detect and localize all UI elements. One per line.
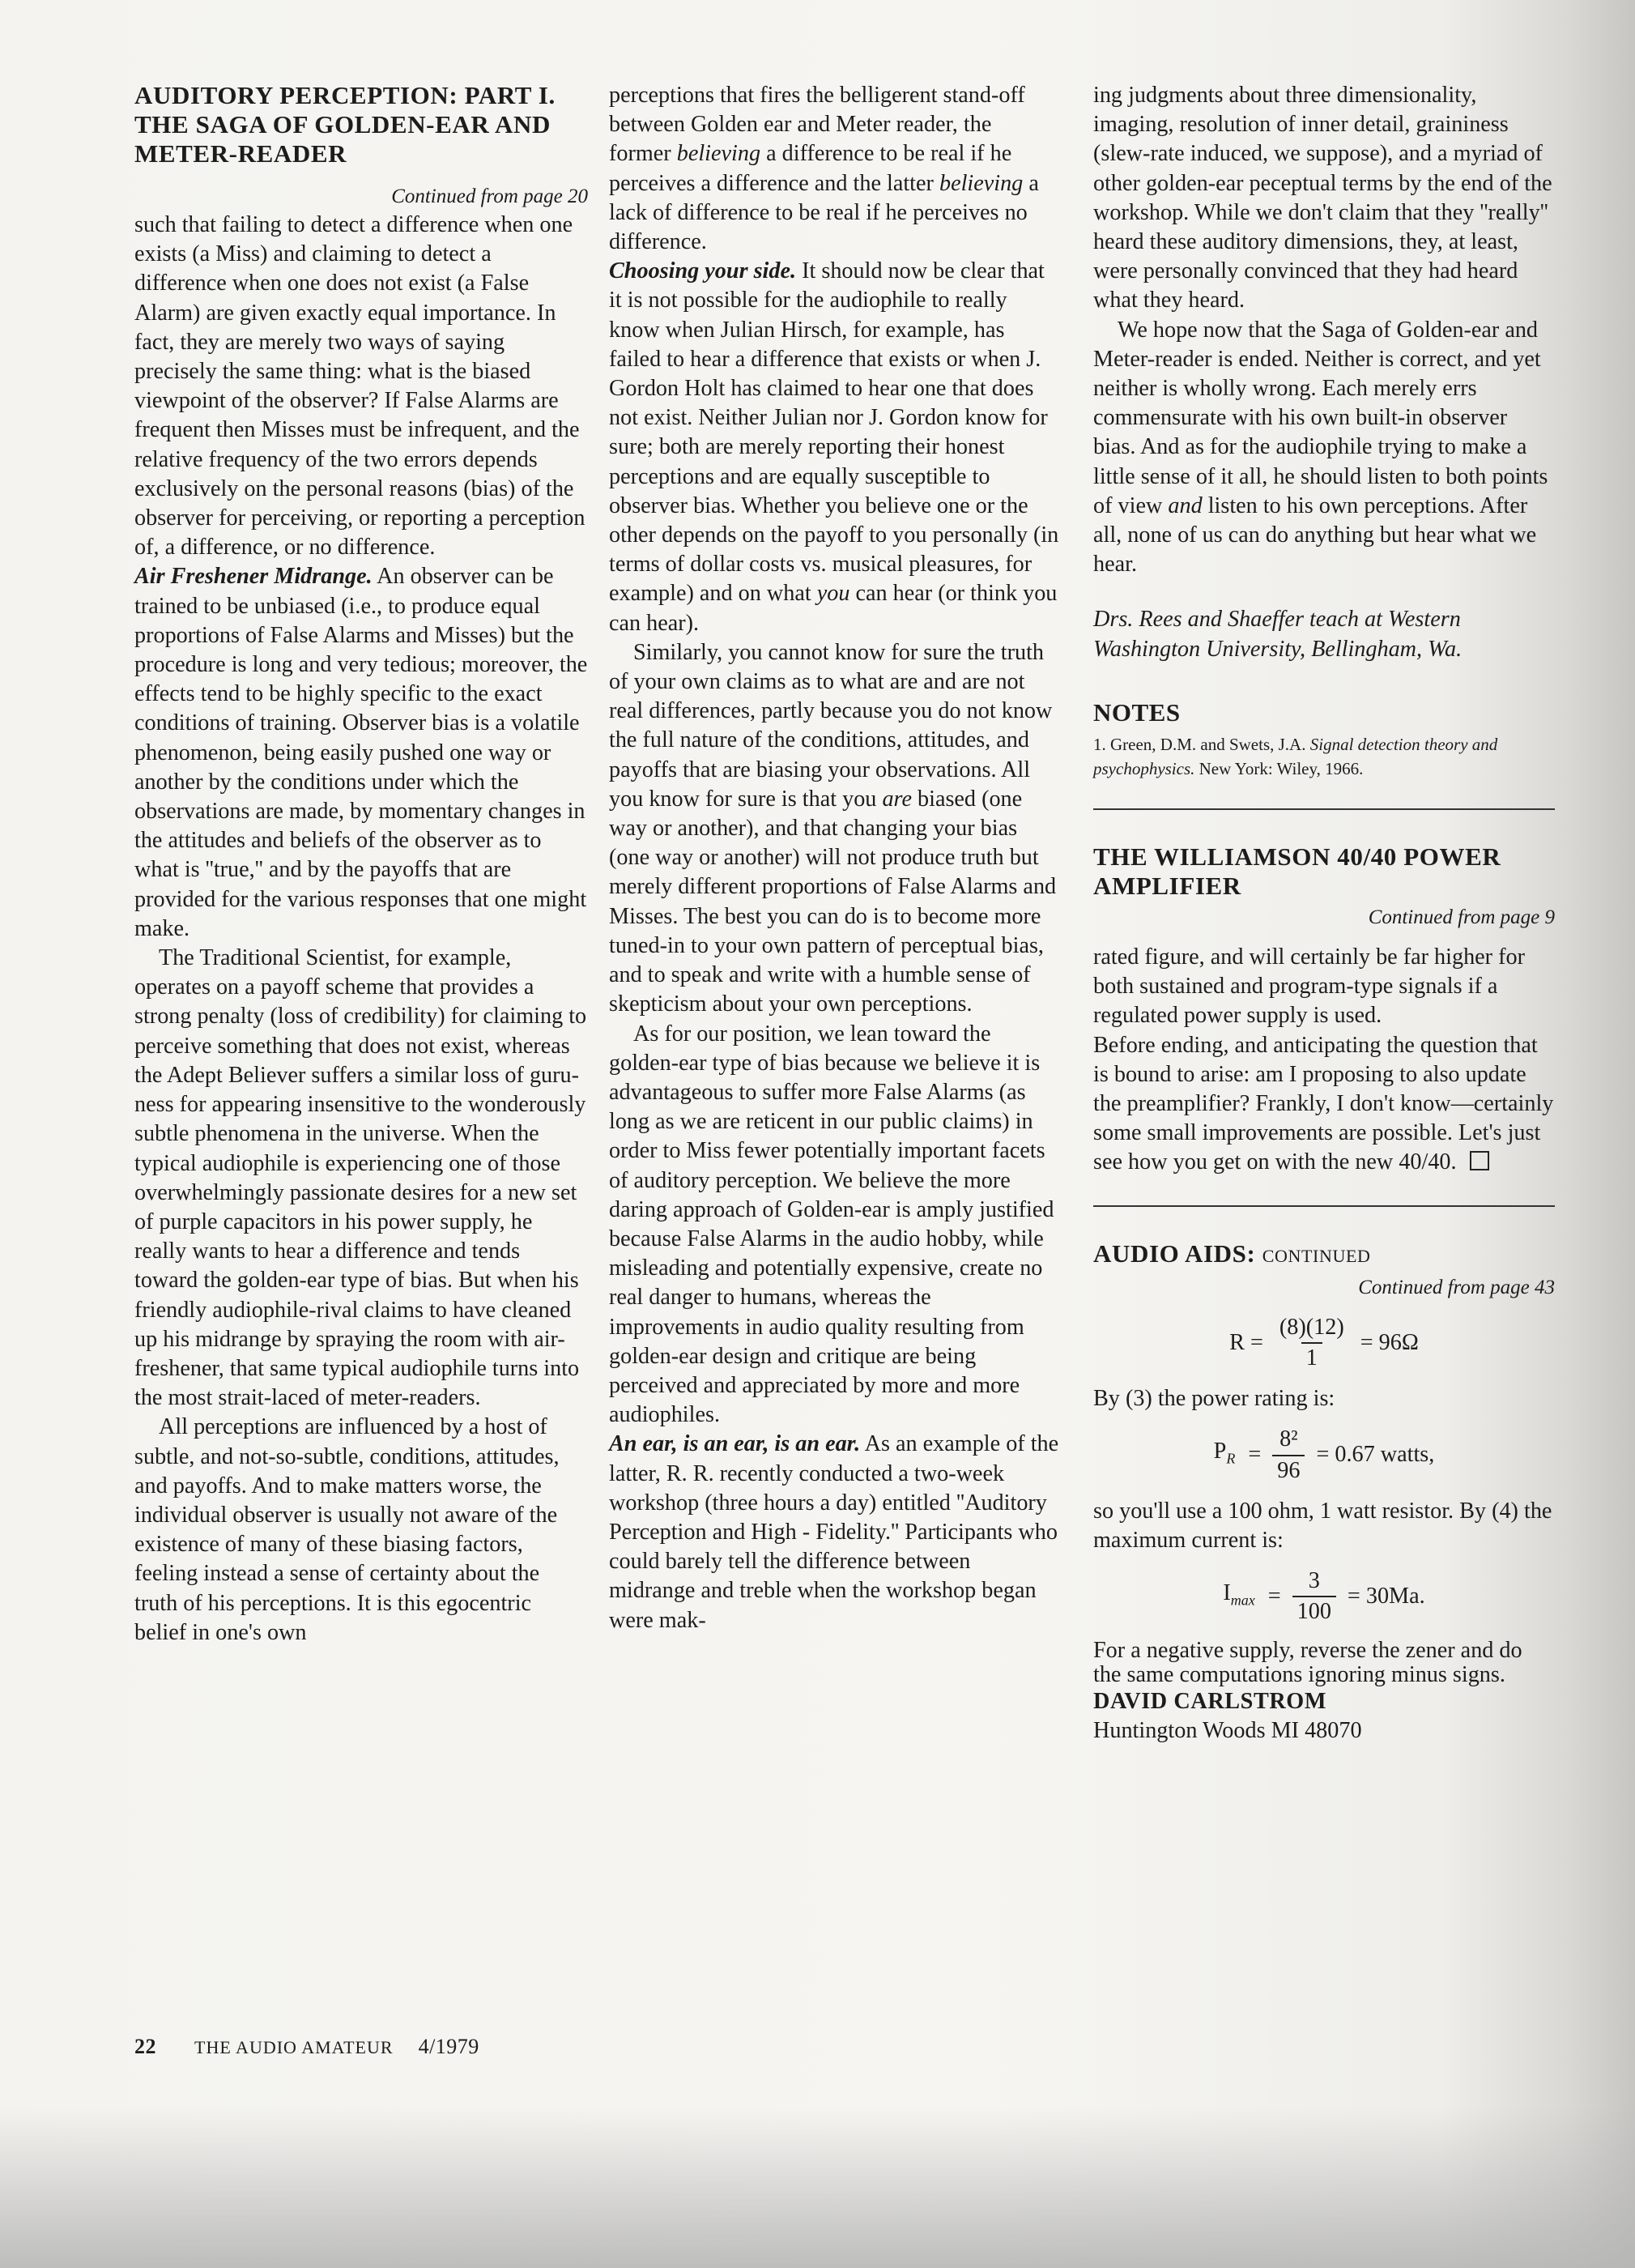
equation-lhs [1223,1579,1254,1615]
article-heading: THE WILLIAMSON 40/40 POWER AMPLIFIER [1093,842,1501,901]
continued-from-label: Continued from page 9 [1368,906,1555,929]
equation-lhs: R = [1229,1329,1263,1355]
emphasis: Signal detection theory and psychophysics. [1093,735,1498,779]
denominator: 1 [1301,1342,1322,1373]
heading-text: AUDIO AIDS: [1093,1238,1256,1268]
paragraph: rated figure, and will certainly be far higher for both sustained and program-type signals if a regulated power supply is used. [1093,944,1525,1029]
paragraph: For a negative supply, reverse the zener and do the same computations ignoring minus signs. [1093,1637,1522,1687]
numerator: 3 [1308,1568,1320,1594]
numerator: (8)(12) [1279,1314,1344,1340]
equals-sign: = [1248,1442,1262,1468]
section-divider [1093,808,1555,810]
paragraph: All perceptions are influenced by a host of subtle, and not-so-subtle, conditions, attitudes, and payoffs. And to make matters worse, the individual observer is usually not aware of the existence of many of these biasing factors, feeling instead a sense of certainty about the truth of his perceptions. It is this egocentric belief in one's own [134,1414,560,1645]
paragraph [1093,316,1555,580]
page-footer [134,2035,479,2059]
article-heading: AUDITORY PERCEPTION: PART I. THE SAGA OF GOLDEN-EAR AND METER-READER [134,81,556,168]
equation-rhs: = 0.67 watts, [1316,1442,1435,1468]
symbol: P [1213,1439,1227,1464]
footnote-text: 1. Green, D.M. and Swets, J.A. [1093,735,1310,755]
equals-sign: = [1267,1584,1281,1609]
paragraph-text: biased (one way or another), and that changing your bias (one way or another) will not produce truth but merely different proportions of False Alarms and Misses. The best you can do is to become more tuned-in to your own pattern of perceptual bias, and to speak and write with a humble sense of skepticism about your own perceptions. [609,786,1057,1017]
run-in-heading: An ear, is an ear, is an ear. [609,1431,861,1457]
paragraph-text: can hear (or think you can hear). [609,581,1058,636]
continued-from-label: Continued from page 43 [1358,1276,1555,1298]
paragraph-text: It should now be clear that it is not possible for the audiophile to really know when Julian Hirsch, for example, has failed to hear a difference that exists or when J. Gordon Holt has claimed to hear one that does not exist. Neither Julian nor J. Gordon know for sure; both are merely reporting their honest perceptions and are equally susceptible to observer bias. Whether you believe one or the other depends on the payoff to you personally (in terms of dollar costs vs. musical pleasures, for example) and on what [609,258,1059,607]
paragraph: As for our position, we lean toward the golden-ear type of bias because we believe it is advantageous to suffer more False Alarms (as long as we are reticent in our public claims) in order to Miss fewer potentially important facets of auditory perception. We believe the more daring approach of Golden-ear is amply justified because False Alarms in the audio hobby, while misleading and potentially expensive, create no real danger to humans, whereas the improvements in audio quality resulting from golden-ear design and critique are being perceived and appreciated by more and more audiophiles. [609,1021,1054,1428]
issue-date: 4/1979 [418,2035,479,2058]
fraction [1275,1313,1349,1373]
emphasis: believing [676,141,761,167]
paragraph-text: perceptions that fires the belligerent stand-off between Golden ear and Meter reader, the former [609,83,1025,167]
run-in-heading: Choosing your side. [609,258,797,284]
column-2 [609,81,1059,1635]
fraction [1272,1425,1305,1485]
subscript: max [1230,1592,1255,1609]
author-credit: Drs. Rees and Shaeffer teach at Western Washington University, Bellingham, Wa. [1093,607,1463,662]
paragraph-text: a lack of difference to be real if he perceives no difference. [609,170,1039,255]
paragraph-text: a difference to be real if he perceives a difference and the latter [609,141,1012,196]
page-number: 22 [134,2035,156,2058]
paragraph [609,257,1059,638]
emphasis: you [816,581,850,607]
paragraph [609,638,1059,1020]
column-1 [134,81,588,1648]
heading-subtext: CONTINUED [1262,1245,1371,1266]
paragraph-text: Before ending, and anticipating the question that is bound to arise: am I proposing to also update the preamplifier? Frankly, I don't know—certainly some small improvements are possible. Let's just see how you get on with the new 40/40. [1093,1032,1554,1175]
paragraph-text: We hope now that the Saga of Golden-ear and Meter-reader is ended. Neither is correct, and yet neither is wholly wrong. Each merely errs commensurate with his own built-in observer bias. And as for the audiophile trying to make a little sense of it all, he should listen to both points of view [1093,317,1548,518]
equation-current [1093,1567,1555,1626]
author-address: Huntington Woods MI 48070 [1093,1717,1362,1743]
fraction [1292,1567,1336,1626]
run-in-heading: Air Freshener Midrange. [134,564,373,590]
paragraph-text: Similarly, you cannot know for sure the truth of your own claims as to what are and are not real differences, partly because you do not know the full nature of the conditions, attitudes, and payoffs that are biasing your observations. All you know for sure is that you [609,639,1053,812]
footnote-text: New York: Wiley, 1966. [1194,759,1364,779]
paragraph: ing judgments about three dimensionality, imaging, resolution of inner detail, graininess (slew-rate induced, we suppose), and a myriad of other golden-ear peceptual terms by the end of the workshop. While we don't claim that they ''really'' heard these auditory dimensions, they, at least, were personally convinced that they had heard what they heard. [1093,83,1552,313]
paragraph-text: An observer can be trained to be unbiased (i.e., to produce equal proportions of False Alarms and Misses) but the procedure is long and very tedious; moreover, the effects tend to be highly specific to the exact conditions of training. Observer bias is a volatile phenomenon, being easily pushed one way or another by the conditions under which the observations are made, by momentary changes in the attitudes and beliefs of the observer as to what is ''true,'' and by the payoffs that are provided for the various responses that one might make. [134,564,588,941]
paragraph-text: listen to his own perceptions. After all, none of us can do anything but hear what we hear. [1093,492,1537,578]
notes-heading: NOTES [1093,697,1181,727]
numerator: 8² [1279,1426,1298,1452]
equation-lhs [1214,1437,1236,1473]
emphasis: believing [939,170,1024,196]
paragraph: By (3) the power rating is: [1093,1386,1335,1412]
column-3 [1093,81,1555,1746]
footnote [1093,732,1555,781]
symbol: I [1223,1580,1231,1605]
equation-rhs: = 30Ma. [1347,1584,1425,1609]
denominator: 96 [1272,1455,1305,1486]
equation-power [1093,1425,1555,1485]
paragraph: so you'll use a 100 ohm, 1 watt resistor. By (4) the maximum current is: [1093,1498,1552,1553]
paragraph [1093,1031,1555,1178]
article-heading [1093,1239,1555,1271]
denominator: 100 [1292,1596,1336,1626]
paragraph-text: As an example of the latter, R. R. recently conducted a two-week workshop (three hours a day) entitled ''Auditory Perception and High - Fidelity.'' Participants who could barely tell the difference between midrange and treble when the workshop began were mak- [609,1431,1059,1633]
paragraph: such that failing to detect a difference when one exists (a Miss) and claiming to detect a difference when one does not exist (a False Alarm) are given exactly equal importance. In fact, they are merely two ways of saying precisely the same thing: what is the biased viewpoint of the observer? If False Alarms are frequent then Misses must be infrequent, and the relative frequency of the two errors depends exclusively on the personal reasons (bias) of the observer for perceiving, or reporting a perception of, a difference, or no difference. [134,212,585,561]
emphasis: and [1168,492,1203,518]
equation-rhs: = 96Ω [1360,1329,1419,1355]
magazine-title: THE AUDIO AMATEUR [194,2037,394,2057]
equation-resistance [1093,1313,1555,1373]
paragraph [609,1430,1059,1635]
continued-from-label: Continued from page 20 [391,185,588,207]
end-of-article-box-icon [1470,1151,1489,1170]
paragraph: The Traditional Scientist, for example, operates on a payoff scheme that provides a strong penalty (loss of credibility) for claiming to perceive something that does not exist, whereas the Adept Believer suffers a similar loss of guru-ness for appearing insensitive to the wonderously subtle phenomena in the universe. When the typical audiophile is experiencing one of those overwhelmingly passionate desires for a new set of purple capacitors in his power supply, he really wants to hear a difference and tends toward the golden-ear type of bias. But when his friendly audiophile-rival claims to have cleaned up his midrange by spraying the room with air-freshener, that same typical audiophile turns into the most strait-laced of meter-readers. [134,945,587,1411]
section-divider [1093,1205,1555,1207]
subscript: R [1226,1450,1236,1467]
paragraph [134,562,588,944]
author-name: DAVID CARLSTROM [1093,1688,1327,1714]
paragraph [609,81,1059,257]
emphasis: are [882,786,912,812]
